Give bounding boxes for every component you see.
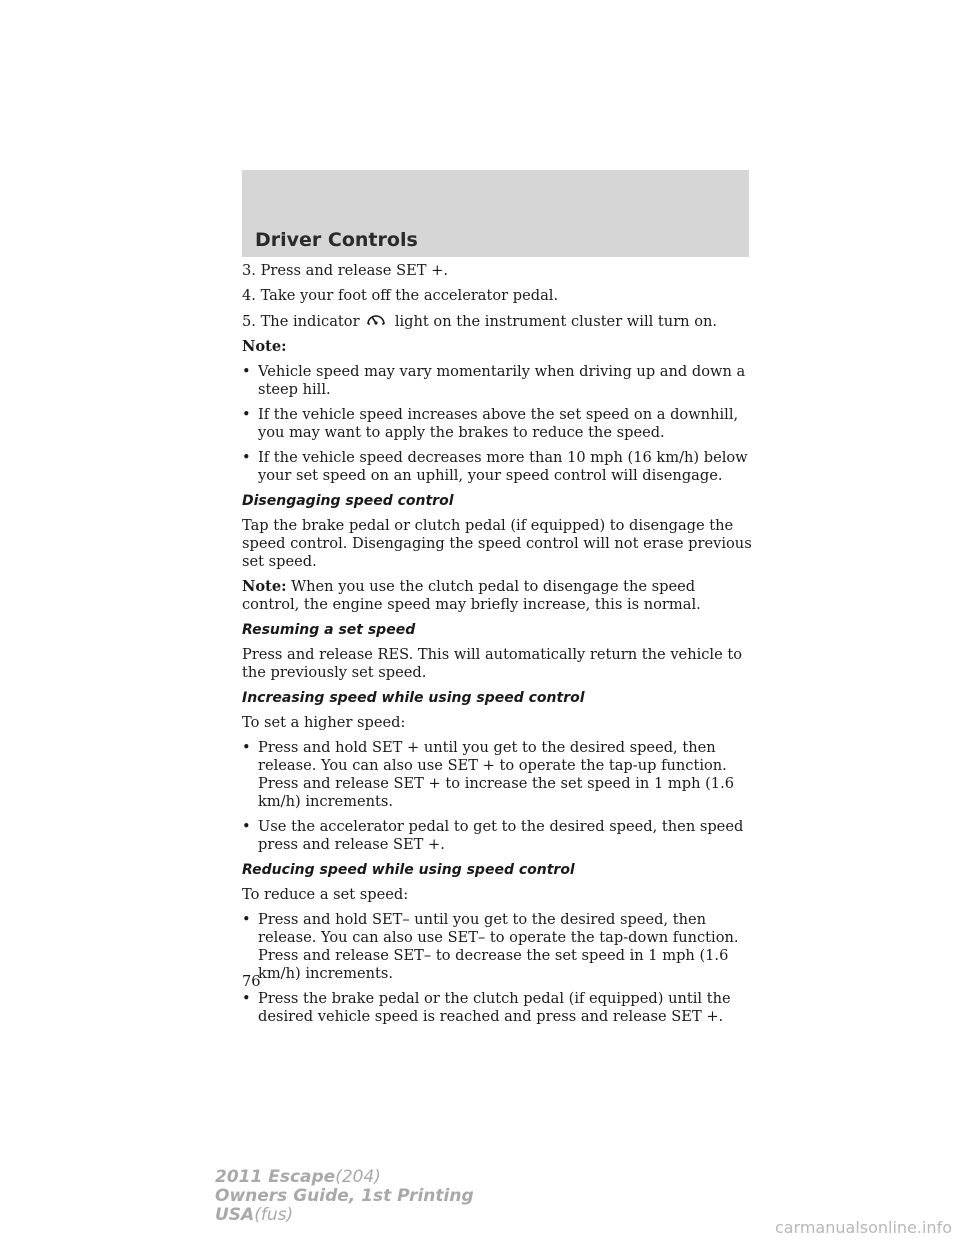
step-4: 4. Take your foot off the accelerator pedal. bbox=[242, 287, 559, 304]
footer-line-3: USA(fus) bbox=[215, 1205, 294, 1225]
page-number: 76 bbox=[242, 973, 261, 990]
step-5-text-start: 5. The indicator bbox=[242, 313, 360, 330]
step-3: 3. Press and release SET +. bbox=[242, 262, 448, 279]
disengaging-body: Tap the brake pedal or clutch pedal (if equipped) to disengage the speed control. Disengaging the speed control will not erase previous set speed. bbox=[242, 517, 752, 570]
bullet-dot: • bbox=[242, 363, 251, 380]
footer-line-1: 2011 Escape(204) bbox=[215, 1167, 381, 1187]
increasing-heading: Increasing speed while using speed control bbox=[242, 690, 585, 706]
speedometer-icon bbox=[366, 312, 386, 328]
resuming-heading: Resuming a set speed bbox=[242, 622, 416, 638]
page-content bbox=[242, 262, 757, 1033]
resuming-body: Press and release RES. This will automatically return the vehicle to the previously set speed. bbox=[242, 646, 743, 681]
disengaging-note: Note: When you use the clutch pedal to disengage the speed control, the engine speed may briefly increase, this is normal. bbox=[242, 578, 701, 613]
note-bullet: • If the vehicle speed decreases more than 10 mph (16 km/h) below your set speed on an uphill, your speed control will disengage. bbox=[242, 449, 748, 484]
increasing-intro: To set a higher speed: bbox=[242, 714, 406, 731]
increasing-bullet: • Use the accelerator pedal to get to the desired speed, then speed press and release SET +. bbox=[242, 818, 744, 853]
section-header-band bbox=[242, 170, 749, 257]
bullet-dot: • bbox=[242, 990, 251, 1007]
reducing-bullet: • Press the brake pedal or the clutch pedal (if equipped) until the desired vehicle speed is reached and press and release SET +. bbox=[242, 990, 731, 1025]
step-5-text-end: light on the instrument cluster will turn on. bbox=[394, 313, 718, 330]
bullet-dot: • bbox=[242, 911, 251, 928]
disengaging-heading: Disengaging speed control bbox=[242, 493, 454, 509]
note-heading: Note: bbox=[242, 338, 287, 355]
step-5 bbox=[242, 312, 757, 331]
note-bullet: • If the vehicle speed increases above the set speed on a downhill, you may want to apply the brakes to reduce the speed. bbox=[242, 406, 739, 441]
reducing-bullet: • Press and hold SET– until you get to the desired speed, then release. You can also use SET– to operate the tap-down function. Press and release SET– to decrease the set speed in 1 mph (1.6 km/h) increments. bbox=[242, 911, 739, 982]
reducing-intro: To reduce a set speed: bbox=[242, 886, 409, 903]
footer-line-2: Owners Guide, 1st Printing bbox=[215, 1186, 474, 1206]
section-title: Driver Controls bbox=[255, 229, 418, 251]
bullet-dot: • bbox=[242, 449, 251, 466]
increasing-bullet: • Press and hold SET + until you get to the desired speed, then release. You can also use SET + to operate the tap-up function. Press and release SET + to increase the set speed in 1 mph (1.6 km/h) increments. bbox=[242, 739, 735, 810]
print-footer bbox=[215, 1168, 474, 1225]
reducing-heading: Reducing speed while using speed control bbox=[242, 862, 575, 878]
note-bullet: • Vehicle speed may vary momentarily when driving up and down a steep hill. bbox=[242, 363, 746, 398]
bullet-dot: • bbox=[242, 739, 251, 756]
bullet-dot: • bbox=[242, 818, 251, 835]
bullet-dot: • bbox=[242, 406, 251, 423]
site-watermark: carmanualsonline.info bbox=[774, 1218, 952, 1237]
